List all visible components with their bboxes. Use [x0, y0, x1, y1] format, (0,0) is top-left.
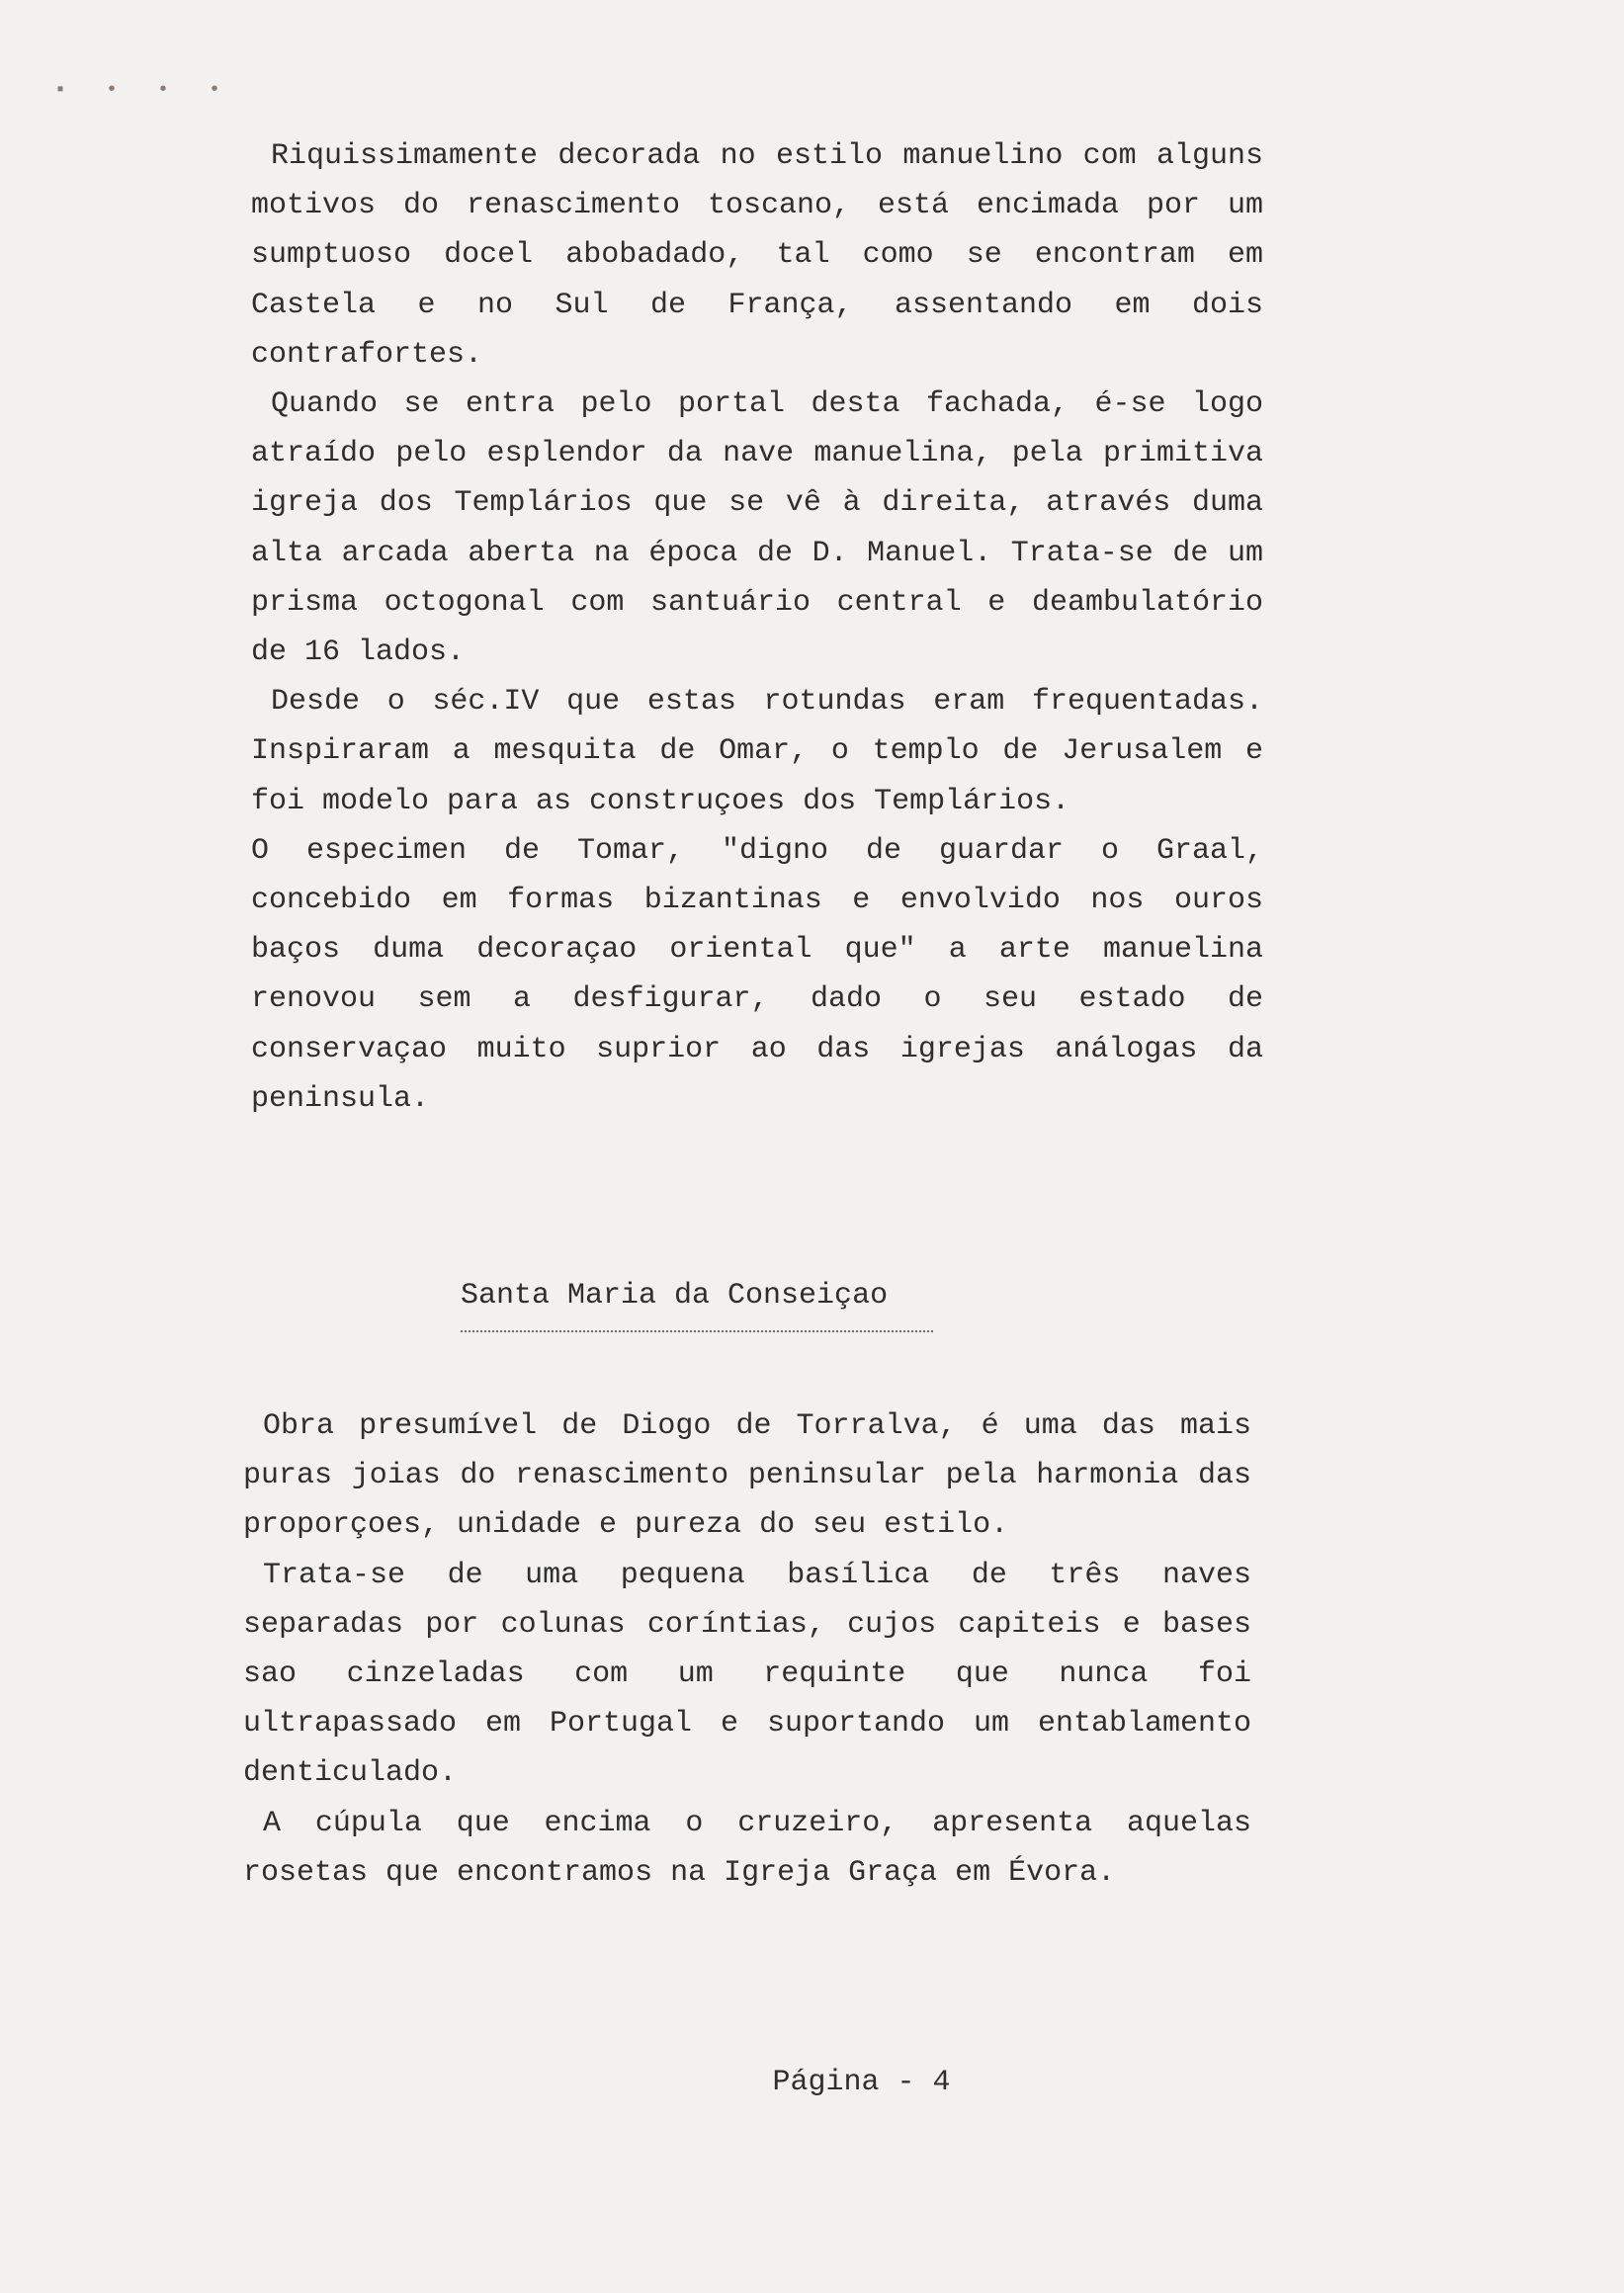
- section-title: Santa Maria da Conseiçao: [461, 1279, 889, 1313]
- section-2-text: [243, 1401, 1251, 1898]
- paragraph-2: Quando se entra pelo portal desta fachada, é-se logo atraído pelo esplendor da nave manuelina, pela primitiva igreja dos Templários que se vê à direita, através duma alta arcada aberta na época de D. Manuel. Trata-se de um prisma octogonal com santuário central e deambulatório de 16 lados.: [251, 387, 1263, 670]
- paragraph-3: Desde o séc.IV que estas rotundas eram frequentadas. Inspiraram a mesquita de Omar, o templo de Jerusalem e foi modelo para as construçoes dos Templários.: [251, 685, 1263, 818]
- paragraph-1: Riquissimamente decorada no estilo manuelino com alguns motivos do renascimento toscano, está encimada por um sumptuoso docel abobadado, tal como se encontram em Castela e no Sul de França, assentando em dois contrafortes.: [251, 139, 1263, 372]
- paragraph-6: Trata-se de uma pequena basílica de três naves separadas por colunas coríntias, cujos capiteis e bases sao cinzeladas com um requinte que nunca foi ultrapassado em Portugal e suportando um entablamento denticulado.: [243, 1558, 1251, 1791]
- paragraph-7: A cúpula que encima o cruzeiro, apresenta aquelas rosetas que encontramos na Igreja Graça em Évora.: [243, 1806, 1251, 1890]
- scan-specks-decoration: ▪ • • •: [54, 79, 235, 102]
- paragraph-5: Obra presumível de Diogo de Torralva, é uma das mais puras joias do renascimento peninsular pela harmonia das proporçoes, unidade e pureza do seu estilo.: [243, 1409, 1251, 1543]
- paragraph-4: O especimen de Tomar, "digno de guardar o Graal, concebido em formas bizantinas e envolvido nos ouros baços duma decoraçao oriental que" a arte manuelina renovou sem a desfigurar, dado o seu estado de conservaçao muito suprior ao das igrejas análogas da peninsula.: [251, 833, 1263, 1116]
- page-number: Página - 4: [772, 2066, 951, 2099]
- section-1-text: [251, 131, 1263, 1124]
- title-underline: [461, 1330, 933, 1332]
